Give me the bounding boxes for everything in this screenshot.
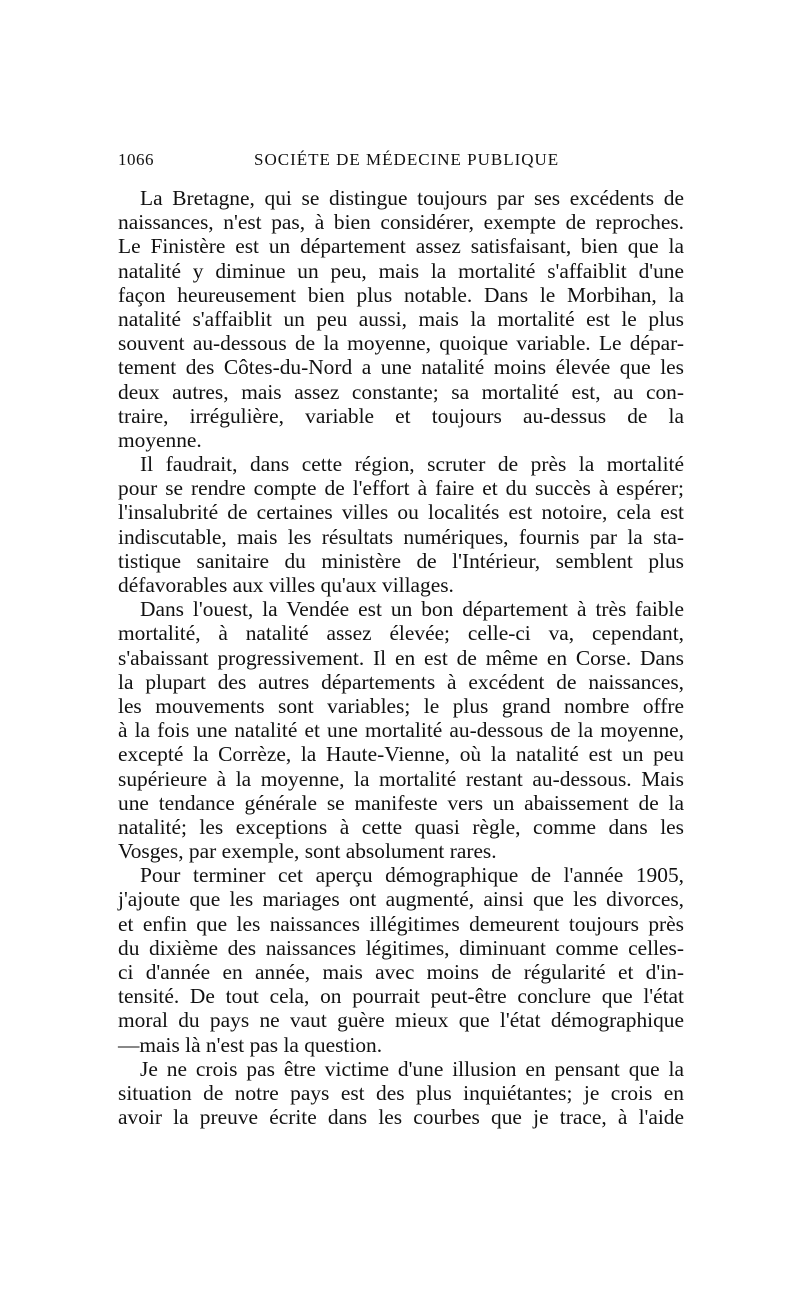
text-line: naissances, n'est pas, à bien considérer, exempte de reproches. <box>118 210 684 235</box>
text-line: défavorables aux villes qu'aux villages. <box>118 573 454 597</box>
text-line: —mais là n'est pas la question. <box>118 1032 383 1057</box>
text-line: traire, irrégulière, variable et toujours au-dessus de la <box>118 403 684 428</box>
paragraph <box>118 597 684 863</box>
text-line: Pour terminer cet aperçu démographique de l'année 1905, <box>140 863 684 888</box>
text-line: l'insalubrité de certaines villes ou localités est notoire, cela est <box>118 500 684 525</box>
paragraph <box>118 452 684 597</box>
page-number: 1066 <box>118 150 154 169</box>
text-line: moral du pays ne vaut guère mieux que l'état démographique <box>118 1008 684 1033</box>
text-line: avoir la preuve écrite dans les courbes que je trace, à l'aide <box>118 1105 684 1130</box>
text-line: Dans l'ouest, la Vendée est un bon département à très faible <box>140 597 684 622</box>
paragraph <box>118 186 684 452</box>
text-line: j'ajoute que les mariages ont augmenté, ainsi que les divorces, <box>118 887 684 912</box>
text-line: excepté la Corrèze, la Haute-Vienne, où la natalité est un peu <box>118 742 684 767</box>
text-line: Il faudrait, dans cette région, scruter de près la mortalité <box>140 452 684 477</box>
text-line: deux autres, mais assez constante; sa mortalité est, au con- <box>118 379 684 404</box>
paragraph <box>118 863 684 1057</box>
text-line: pour se rendre compte de l'effort à faire et du succès à espérer; <box>118 476 684 501</box>
text-line: Le Finistère est un département assez satisfaisant, bien que la <box>118 234 684 259</box>
body-text <box>118 186 684 1129</box>
text-line: souvent au-dessous de la moyenne, quoique variable. Le dépar- <box>118 331 684 356</box>
text-line: s'abaissant progressivement. Il en est de même en Corse. Dans <box>118 645 684 670</box>
text-line: une tendance générale se manifeste vers un abaissement de la <box>118 790 684 815</box>
text-line: et enfin que les naissances illégitimes demeurent toujours près <box>118 911 684 936</box>
text-line: tement des Côtes-du-Nord a une natalité moins élevée que les <box>118 355 684 380</box>
text-line: supérieure à la moyenne, la mortalité restant au-dessous. Mais <box>118 766 684 791</box>
text-line: les mouvements sont variables; le plus grand nombre offre <box>118 693 684 718</box>
text-line: ci d'année en année, mais avec moins de régularité et d'in- <box>118 960 684 984</box>
text-line: tensité. De tout cela, on pourrait peut-être conclure que l'état <box>118 984 684 1009</box>
text-line: moyenne. <box>118 427 202 452</box>
text-line: natalité y diminue un peu, mais la mortalité s'affaiblit d'une <box>118 258 684 283</box>
text-line: La Bretagne, qui se distingue toujours par ses excédents de <box>140 186 684 210</box>
text-line: mortalité, à natalité assez élevée; celle-ci va, cependant, <box>118 621 684 646</box>
text-line: Vosges, par exemple, sont absolument rares. <box>118 839 497 864</box>
header-title: SOCIÉTE DE MÉDECINE PUBLIQUE <box>254 150 560 169</box>
running-header <box>118 150 684 174</box>
text-line: tistique sanitaire du ministère de l'Intérieur, semblent plus <box>118 548 684 573</box>
paragraph <box>118 1057 684 1130</box>
text-line: à la fois une natalité et une mortalité au-dessous de la moyenne, <box>118 718 684 743</box>
text-line: du dixième des naissances légitimes, diminuant comme celles- <box>118 935 684 960</box>
text-line: façon heureusement bien plus notable. Dans le Morbihan, la <box>118 282 684 307</box>
text-line: Je ne crois pas être victime d'une illusion en pensant que la <box>140 1056 684 1081</box>
text-line: indiscutable, mais les résultats numériques, fournis par la sta- <box>118 524 684 549</box>
text-line: la plupart des autres départements à excédent de naissances, <box>118 669 684 694</box>
text-line: situation de notre pays est des plus inquiétantes; je crois en <box>118 1080 684 1105</box>
text-line: natalité s'affaiblit un peu aussi, mais la mortalité est le plus <box>118 306 684 331</box>
text-line: natalité; les exceptions à cette quasi règle, comme dans les <box>118 814 684 839</box>
